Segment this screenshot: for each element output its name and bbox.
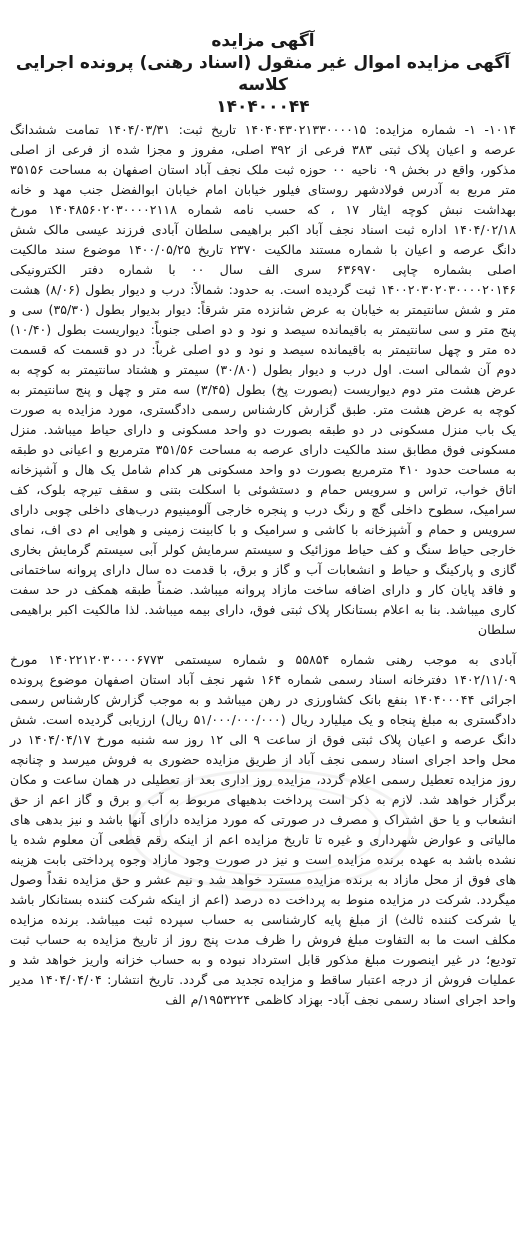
notice-subtitle: آگهی مزایده اموال غیر منقول (اسناد رهنی) پرونده اجرایی کلاسه <box>15 53 511 95</box>
notice-title: آگهی مزایده <box>211 31 315 51</box>
notice-paragraph-property: ۱۰۱۴- ۱- شماره مزایده: ۱۴۰۴۰۴۳۰۲۱۳۳۰۰۰۰۱۵ تاریخ ثبت: ۱۴۰۴/۰۳/۳۱ تمامت ششدانگ عرصه و اعیان پلاک ثبتی ۳۸۳ فرعی از ۳۹۲ اصلی، مفروز و مجزا شده از فرعی از اصلی مذکور، واقع در بخش ۰۹ ناحیه ۰۰ حوزه ثبت ملک نجف آباد استان اصفهان به مساحت ۳۵۱۵۶ متر مربع به آدرس فولادشهر روستای فیلور خیابان امام خیابان ابوالفضل جنب مهد و خانه بهداشت نبش کوچه ایثار ۱۷ ، که حسب نامه شماره ۱۴۰۴۸۵۶۰۲۰۳۰۰۰۰۲۱۱۸ مورخ ۱۴۰۴/۰۲/۱۸ اداره ثبت اسناد نجف آباد اکبر براهیمی سلطان آبادی فرزند عیسی مالک شش دانگ عرصه و اعیان با شماره مستند مالکیت ۲۳۷۰ تاریخ ۱۴۰۰/۰۵/۲۵ موضوع سند مالکیت اصلی بشماره چاپی ۶۳۶۹۷۰ سری الف سال ۰۰ با شماره دفتر الکترونیکی ۱۴۰۰۲۰۳۰۲۰۳۰۰۰۰۲۰۱۴۶ ثبت گردیده است. به حدود: شمالاً: درب و دیوار بطول (۸/۰۶) هشت متر و شش سانتیمتر به خیابان به عرض شانزده متر شرقاً: دیوار بدیوار بطول (۳۵/۳۰) سی و پنج متر و سی سانتیمتر به باقیمانده سیصد و نود و دو اصلی جنوباً: دیواریست بطول (۱۰/۴۰) ده متر و چهل سانتیمتر به باقیمانده سیصد و نود و دو اصلی غرباً: در دو قسمت که قسمت دوم آن شمالی است. اول درب و دیوار بطول (۳۰/۸۰) سیمتر و هشتاد سانتیمتر به کوچه به عرض هشت متر دوم دیواریست (بصورت پخ) بطول (۳/۴۵) سه متر و چهل و پنج سانتیمتر به کوچه به عرض هشت متر. طبق گزارش کارشناس رسمی دادگستری، مورد مزایده به صورت یک باب منزل مسکونی در دو طبقه بصورت دو واحد مسکونی و دارای حیاط میباشد. منزل مسکونی فوق مطابق سند مالکیت دارای عرصه به مساحت ۳۵۱/۵۶ مترمربع و اعیانی دو طبقه به مساحت حدود ۴۱۰ مترمربع بصورت دو واحد مسکونی هر کدام شامل یک هال و آشپزخانه اتاق خواب، تراس و سرویس حمام و دستشوئی با اسکلت بتنی و سقف تیرچه بلوک، کف سرامیک، سطوح داخلی گچ و رنگ درب و پنجره خارجی آلومینیوم درب‌های داخلی چوبی دارای سرویس و حمام و آشپزخانه با کاشی و سرامیک و با کابینت زمینی و هوایی ام دی اف، نمای خارجی حیاط سنگ و کف حیاط موزائیک و سیستم سرمایش کولر آبی سیستم گرمایش بخاری گازی و پارکینگ و حیاط و انشعابات آب و گاز و برق، با قدمت ده سال دارای پروانه ساختمانی و فاقد پایان کار و دارای اضافه ساخت مازاد پروانه میباشد. ضمناً طبقه همکف در حد سفت کاری میباشد. بنا به اعلام بستانکار پلاک ثبتی فوق، دارای بیمه میباشد. لذا مالکیت اکبر براهیمی سلطان <box>10 122 517 637</box>
notice-paragraph-auction-terms: آبادی به موجب رهنی شماره ۵۵۸۵۴ و شماره سیستمی ۱۴۰۲۲۱۲۰۳۰۰۰۰۶۷۷۳ مورخ ۱۴۰۲/۱۱/۰۹ دفترخانه اسناد رسمی شماره ۱۶۴ شهر نجف آباد استان اصفهان موضوع پرونده اجرائی ۱۴۰۴۰۰۰۴۴ بنفع بانک کشاورزی در رهن میباشد و به موجب گزارش کارشناس رسمی دادگستری به مبلغ پنجاه و یک میلیارد ریال (۵۱/۰۰۰/۰۰۰/۰۰۰ ریال) ارزیابی گردیده است. شش دانگ عرصه و اعیان پلاک ثبتی فوق از ساعت ۹ الی ۱۲ روز سه شنبه مورخ ۱۴۰۴/۰۴/۱۷ در محل واحد اجرای اسناد رسمی نجف آباد از طریق مزایده حضوری به فروش میرسد و چنانچه روز مزایده تعطیل رسمی اعلام گردد، مزایده روز اداری بعد از تعطیلی در همان ساعت و مکان برگزار خواهد شد. لازم به ذکر است پرداخت بدهیهای مربوط به آب و برق و گاز اعم از حق انشعاب و یا حق اشتراک و مصرف در صورتی که مورد مزایده دارای آنها باشد و نیز بدهی های مالیاتی و عوارض شهرداری و غیره تا تاریخ مزایده اعم از اینکه رقم قطعی آن معلوم شده یا نشده باشد به عهده برنده مزایده است و نیز در صورت وجود مازاد وجوه پرداختی بابت هزینه های فوق از محل مازاد به برنده مزایده مسترد خواهد شد و نیم عشر و حق مزایده نقداً وصول میگردد. شرکت در مزایده منوط به پرداخت ده درصد (اعم از اینکه شرکت کننده بستانکار باشد یا شرکت کننده ثالث) از مبلغ پایه کارشناسی به حساب سپرده ثبت میباشد. برنده مزایده مکلف است ما به التفاوت مبلغ فروش را ظرف مدت پنج روز از تاریخ مزایده به حساب ثبت تودیع؛ در غیر اینصورت مبلغ مذکور قابل استرداد نبوده و به حساب خزانه واریز خواهد شد و عملیات فروش از درجه اعتبار ساقط و مزایده تجدید می گردد. تاریخ انتشار: ۱۴۰۴/۰۴/۰۴ مدیر واحد اجرای اسناد رسمی نجف آباد- بهزاد کاظمی ۱۹۵۳۲۲۴/م الف <box>10 652 517 1007</box>
file-number: ۱۴۰۴۰۰۰۴۴ <box>216 97 310 117</box>
